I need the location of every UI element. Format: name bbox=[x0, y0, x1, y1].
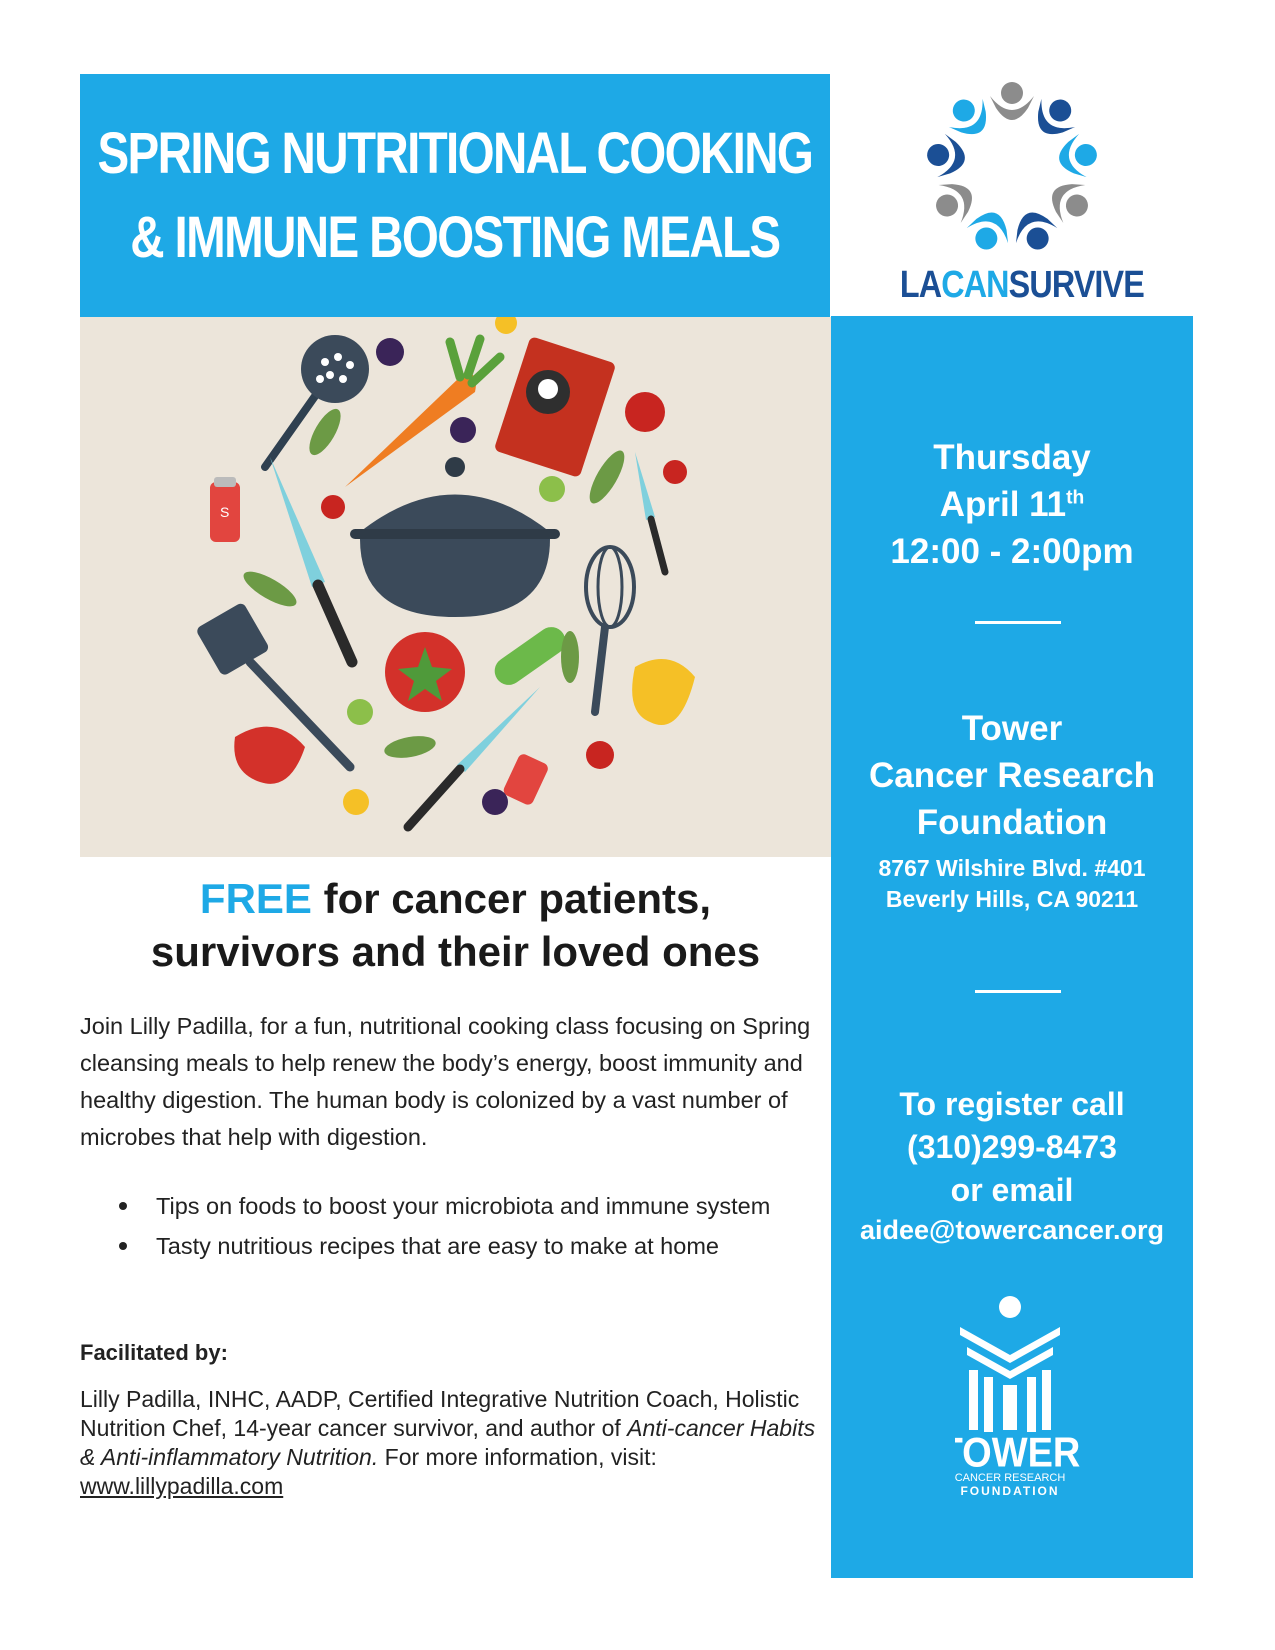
register-email-link[interactable]: aidee@towercancer.org bbox=[860, 1215, 1164, 1245]
event-description: Join Lilly Padilla, for a fun, nutritional cooking class focusing on Spring cleansing meals to help renew the body’s energy, boost immunity and healthy digestion. The human body is colonized by a vast number of microbes that help with digestion. bbox=[80, 1013, 811, 1150]
list-item: Tasty nutritious recipes that are easy to make at home bbox=[80, 1226, 840, 1266]
book-title: Anti-cancer Habits & Anti-inflammatory Nutrition. bbox=[80, 1415, 816, 1470]
bio-text-more: For more information, visit: bbox=[378, 1444, 657, 1470]
svg-text:S: S bbox=[220, 504, 230, 520]
olive-icon bbox=[347, 699, 373, 725]
paring-knife-icon bbox=[635, 452, 665, 572]
free-headline bbox=[80, 872, 831, 978]
leaf-icon bbox=[561, 631, 579, 683]
logo-text-la: LA bbox=[899, 264, 942, 306]
spice-jar-icon bbox=[502, 752, 550, 806]
lacansurvive-wordmark bbox=[899, 264, 1144, 307]
cherry-tomato-icon bbox=[586, 741, 614, 769]
cookbook-icon bbox=[494, 336, 617, 478]
headline-line-1 bbox=[80, 872, 831, 925]
leaf-icon bbox=[239, 565, 301, 612]
leaf-icon bbox=[583, 446, 630, 508]
carrot-icon bbox=[345, 339, 500, 487]
venue-address-line-2: Beverly Hills, CA 90211 bbox=[885, 886, 1139, 912]
leaf-icon bbox=[383, 733, 438, 762]
tower-logo-sub-2: FOUNDATION bbox=[960, 1484, 1060, 1498]
venue-address-line-1: 8767 Wilshire Blvd. #401 bbox=[878, 855, 1146, 881]
tower-figure-head-icon bbox=[999, 1296, 1021, 1318]
headline-line-2: survivors and their loved ones bbox=[150, 928, 761, 975]
cherry-tomato-icon bbox=[663, 460, 687, 484]
facilitator-bio bbox=[80, 1385, 820, 1501]
list-item: Tips on foods to boost your microbiota and immune system bbox=[80, 1186, 840, 1226]
facilitated-by-heading: Facilitated by: bbox=[80, 1340, 228, 1365]
berry-icon bbox=[376, 338, 404, 366]
event-title-line-2: & IMMUNE BOOSTING MEALS bbox=[130, 204, 780, 270]
lemon-icon bbox=[343, 789, 369, 815]
event-time: 12:00 - 2:00pm bbox=[890, 532, 1134, 571]
berry-icon bbox=[482, 789, 508, 815]
highlights-list bbox=[80, 1186, 840, 1266]
facilitator-website-link[interactable]: www.lillypadilla.com bbox=[80, 1473, 284, 1499]
venue-name-line-1: Tower bbox=[961, 709, 1063, 748]
tower-cancer-research-logo bbox=[955, 1295, 1085, 1500]
lacansurvive-logo bbox=[880, 78, 1145, 308]
divider bbox=[975, 990, 1061, 993]
berry-icon bbox=[450, 417, 476, 443]
title-banner bbox=[80, 74, 830, 317]
cooking-pot-icon bbox=[350, 457, 560, 617]
venue-name-line-3: Foundation bbox=[916, 803, 1108, 842]
olive-icon bbox=[539, 476, 565, 502]
cherry-tomato-icon bbox=[321, 495, 345, 519]
cooking-illustration bbox=[80, 317, 831, 857]
register-or-email: or email bbox=[950, 1172, 1074, 1208]
venue-name-line-2: Cancer Research bbox=[869, 756, 1155, 795]
leaf-icon bbox=[303, 404, 346, 459]
tower-logo-sub-1: CANCER RESEARCH bbox=[955, 1472, 1066, 1484]
logo-text-survive: SURVIVE bbox=[1008, 264, 1144, 306]
red-pepper-icon bbox=[234, 727, 305, 784]
chef-knife-icon bbox=[270, 457, 352, 662]
yellow-pepper-icon bbox=[632, 659, 695, 725]
event-date-suffix: th bbox=[1066, 487, 1085, 509]
tomato-half-icon bbox=[385, 632, 465, 712]
divider bbox=[975, 621, 1061, 624]
event-date bbox=[831, 481, 1193, 528]
tomato-icon bbox=[625, 392, 665, 432]
register-heading: To register call bbox=[899, 1086, 1125, 1122]
pea-pod-icon bbox=[489, 622, 571, 691]
event-day: Thursday bbox=[933, 438, 1091, 477]
bio-text: Lilly Padilla, INHC, AADP, Certified Integrative Nutrition Coach, Holistic Nutrition Chef, 14-year cancer survivor, and author of bbox=[80, 1386, 800, 1441]
people-circle-icon bbox=[880, 78, 1145, 258]
event-title-line-1: SPRING NUTRITIONAL COOKING bbox=[97, 120, 813, 186]
register-phone[interactable]: (310)299-8473 bbox=[907, 1129, 1117, 1165]
logo-text-can: CAN bbox=[941, 264, 1009, 306]
free-highlight: FREE bbox=[199, 875, 312, 922]
event-date-main: April 11 bbox=[939, 485, 1067, 524]
whisk-icon bbox=[586, 547, 634, 712]
salt-shaker-icon bbox=[210, 477, 240, 542]
headline-line-1-text: for cancer patients, bbox=[311, 875, 712, 922]
tower-logo-word: OWER bbox=[962, 1429, 1081, 1477]
lemon-icon bbox=[495, 317, 517, 334]
